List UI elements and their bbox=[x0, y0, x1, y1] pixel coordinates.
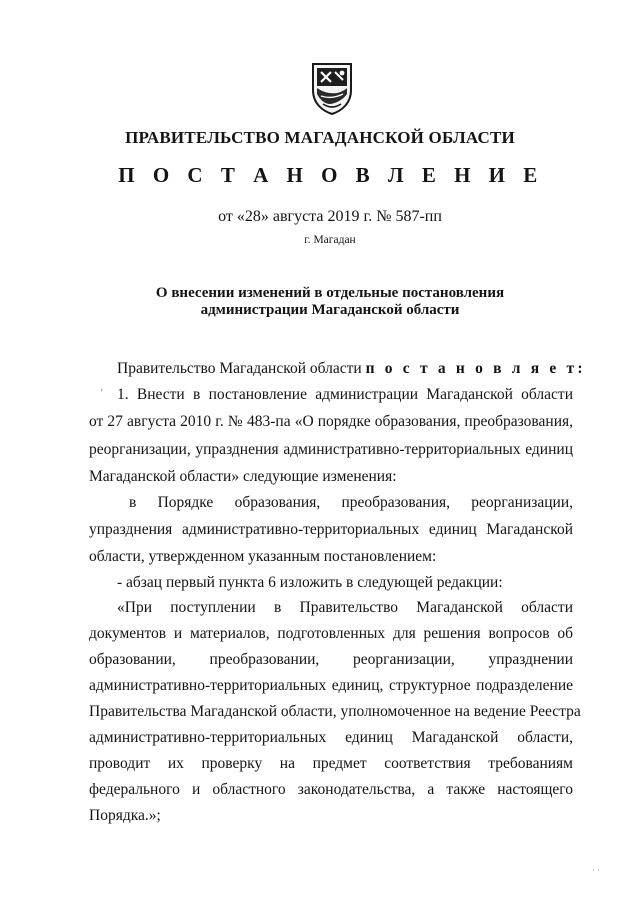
margin-mark: ' bbox=[101, 388, 103, 399]
body-line: «При поступлении в Правительство Магаданской области bbox=[117, 599, 573, 616]
document-type: П О С Т А Н О В Л Е Н И Е bbox=[118, 163, 544, 187]
resolution-intro bbox=[117, 359, 586, 379]
body-line: образовании, преобразовании, реорганизации, упразднении bbox=[89, 651, 573, 668]
body-line: от 27 августа 2010 г. № 483-па «О порядке образования, преобразования, bbox=[89, 413, 573, 430]
document-subject bbox=[0, 285, 640, 319]
body-line: административно-территориальных единиц Магаданской области, bbox=[89, 729, 573, 746]
body-line: документов и материалов, подготовленных для решения вопросов об bbox=[89, 625, 573, 642]
body-line: проводит их проверку на предмет соответствия требованиям bbox=[89, 755, 573, 772]
coat-of-arms-emblem bbox=[307, 60, 357, 116]
body-line: Правительства Магаданской области, уполномоченное на ведение Реестра bbox=[89, 703, 581, 720]
body-line: в Порядке образования, преобразования, реорганизации, bbox=[129, 494, 573, 511]
body-line: федерального и областного законодательства, а также настоящего bbox=[89, 781, 573, 798]
body-line: 1. Внести в постановление администрации Магаданской области bbox=[117, 386, 573, 403]
body-line: Порядка.»; bbox=[89, 807, 161, 824]
government-name: ПРАВИТЕЛЬСТВО МАГАДАНСКОЙ ОБЛАСТИ bbox=[125, 128, 515, 147]
document-city: г. Магадан bbox=[304, 234, 356, 246]
body-line: административно-территориальных единиц, структурное подразделение bbox=[89, 677, 573, 694]
intro-text: Правительство Магаданской области bbox=[117, 360, 362, 377]
body-line: области, утвержденном указанным постановлением: bbox=[89, 548, 437, 565]
body-line: - абзац первый пункта 6 изложить в следующей редакции: bbox=[117, 574, 503, 591]
body-line: упразднения административно-территориальных единиц Магаданской bbox=[89, 521, 573, 538]
subject-line: О внесении изменений в отдельные постановления bbox=[155, 285, 505, 301]
document-date-number: от «28» августа 2019 г. № 587-пп bbox=[218, 208, 442, 225]
body-line: реорганизации, упразднения административно-территориальных единиц bbox=[89, 441, 573, 458]
body-line: Магаданской области» следующие изменения: bbox=[89, 468, 397, 485]
subject-line: администрации Магаданской области bbox=[200, 302, 460, 318]
scan-noise: · · bbox=[591, 865, 600, 875]
intro-verb: п о с т а н о в л я е т: bbox=[365, 360, 586, 377]
